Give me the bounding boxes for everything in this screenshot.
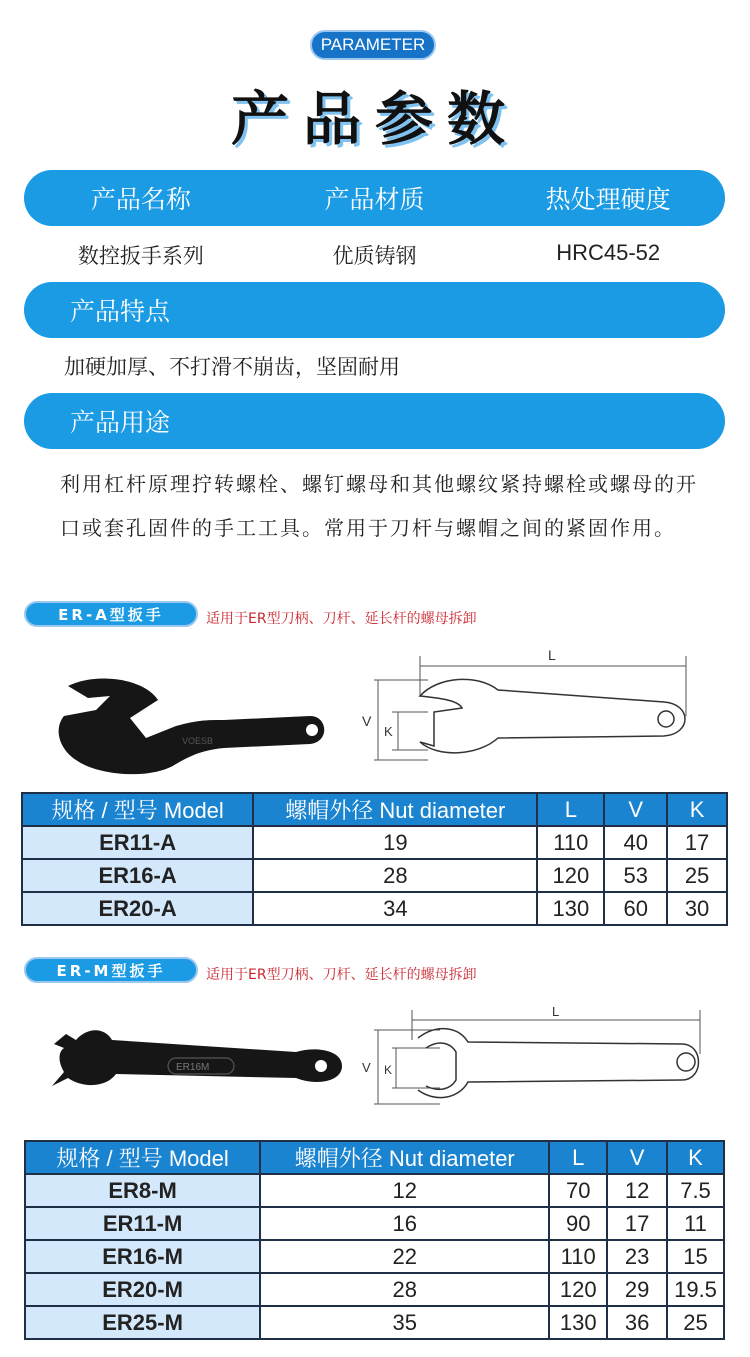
product-name-value: 数控扳手系列	[77, 244, 204, 268]
er-a-dim-v: V	[362, 713, 372, 729]
product-info-bar	[24, 170, 725, 226]
model-cell: ER20-M	[25, 1273, 260, 1306]
table-cell: 40	[604, 826, 667, 859]
er-a-note: 适用于ER型刀柄、刀杆、延长杆的螺母拆卸	[206, 611, 477, 627]
table-cell: 35	[260, 1306, 549, 1339]
table-row	[25, 1306, 724, 1339]
table-cell: 60	[604, 892, 667, 925]
er-m-tag: ER-M型扳手	[24, 957, 198, 983]
er-m-dim-k: K	[384, 1063, 393, 1077]
table-cell: 130	[549, 1306, 607, 1339]
page-title: 产品参数	[230, 85, 519, 153]
usage-bar	[24, 393, 725, 449]
table-cell: 120	[537, 859, 604, 892]
table-cell: 70	[549, 1174, 607, 1207]
features-title: 产品特点	[70, 297, 171, 326]
table-cell: 130	[537, 892, 604, 925]
er-m-spec-table	[24, 1140, 725, 1340]
table-cell: 22	[260, 1240, 549, 1273]
er-m-dim-v: V	[362, 1060, 371, 1075]
model-cell: ER25-M	[25, 1306, 260, 1339]
table-row	[22, 859, 727, 892]
table-cell: 90	[549, 1207, 607, 1240]
er-m-dim-l: L	[552, 1004, 560, 1019]
table-cell: 30	[667, 892, 727, 925]
col-nut-diameter: 螺帽外径 Nut diameter	[260, 1141, 549, 1174]
col-model: 规格 / 型号 Model	[22, 793, 253, 826]
model-cell: ER20-A	[22, 892, 253, 925]
table-cell: 29	[607, 1273, 667, 1306]
col-l: L	[537, 793, 604, 826]
col-v: V	[604, 793, 667, 826]
table-cell: 25	[667, 859, 727, 892]
col-l: L	[549, 1141, 607, 1174]
table-cell: 19	[253, 826, 537, 859]
er-a-engraving: VOESB	[182, 736, 214, 746]
er-a-dimension-diagram	[358, 646, 698, 770]
er-m-engraving: ER16M	[176, 1062, 210, 1073]
usage-title: 产品用途	[70, 408, 171, 437]
col-k: K	[667, 793, 727, 826]
product-name-label: 产品名称	[90, 185, 191, 214]
table-header-row	[25, 1141, 724, 1174]
col-k: K	[667, 1141, 724, 1174]
er-m-wrench-photo	[46, 1026, 346, 1092]
table-cell: 16	[260, 1207, 549, 1240]
table-row	[22, 826, 727, 859]
model-cell: ER8-M	[25, 1174, 260, 1207]
features-text: 加硬加厚、不打滑不崩齿，坚固耐用	[64, 355, 400, 379]
table-row	[25, 1273, 724, 1306]
table-cell: 15	[667, 1240, 724, 1273]
er-a-dim-l: L	[548, 647, 556, 663]
table-cell: 28	[253, 859, 537, 892]
table-cell: 7.5	[667, 1174, 724, 1207]
parameter-badge: PARAMETER	[310, 30, 436, 60]
table-cell: 28	[260, 1273, 549, 1306]
table-cell: 17	[607, 1207, 667, 1240]
col-model: 规格 / 型号 Model	[25, 1141, 260, 1174]
table-row	[22, 892, 727, 925]
model-cell: ER11-A	[22, 826, 253, 859]
col-v: V	[607, 1141, 667, 1174]
product-info-values	[24, 240, 725, 270]
table-cell: 110	[549, 1240, 607, 1273]
model-cell: ER16-A	[22, 859, 253, 892]
product-material-value: 优质铸钢	[332, 244, 417, 268]
table-cell: 110	[537, 826, 604, 859]
table-row	[25, 1174, 724, 1207]
table-cell: 11	[667, 1207, 724, 1240]
product-hardness-value: HRC45-52	[556, 240, 661, 265]
table-cell: 53	[604, 859, 667, 892]
product-hardness-label: 热处理硬度	[545, 185, 671, 214]
er-m-note: 适用于ER型刀柄、刀杆、延长杆的螺母拆卸	[206, 967, 477, 983]
table-header-row	[22, 793, 727, 826]
er-a-wrench-photo	[48, 672, 330, 778]
model-cell: ER16-M	[25, 1240, 260, 1273]
table-cell: 17	[667, 826, 727, 859]
col-nut-diameter: 螺帽外径 Nut diameter	[253, 793, 537, 826]
features-bar	[24, 282, 725, 338]
er-a-spec-table	[21, 792, 728, 926]
table-cell: 120	[549, 1273, 607, 1306]
table-cell: 19.5	[667, 1273, 724, 1306]
table-cell: 12	[260, 1174, 549, 1207]
er-a-dim-k: K	[384, 724, 393, 739]
er-m-dimension-diagram	[356, 1004, 704, 1110]
table-row	[25, 1240, 724, 1273]
usage-text: 利用杠杆原理拧转螺栓、螺钉螺母和其他螺纹紧持螺栓或螺母的开口或套孔固件的手工工具。常用于刀杆与螺帽之间的紧固作用。	[60, 472, 698, 540]
table-cell: 36	[607, 1306, 667, 1339]
table-cell: 23	[607, 1240, 667, 1273]
er-a-tag: ER-A型扳手	[24, 601, 198, 627]
table-row	[25, 1207, 724, 1240]
table-cell: 25	[667, 1306, 724, 1339]
table-cell: 12	[607, 1174, 667, 1207]
table-cell: 34	[253, 892, 537, 925]
product-material-label: 产品材质	[324, 185, 425, 214]
model-cell: ER11-M	[25, 1207, 260, 1240]
